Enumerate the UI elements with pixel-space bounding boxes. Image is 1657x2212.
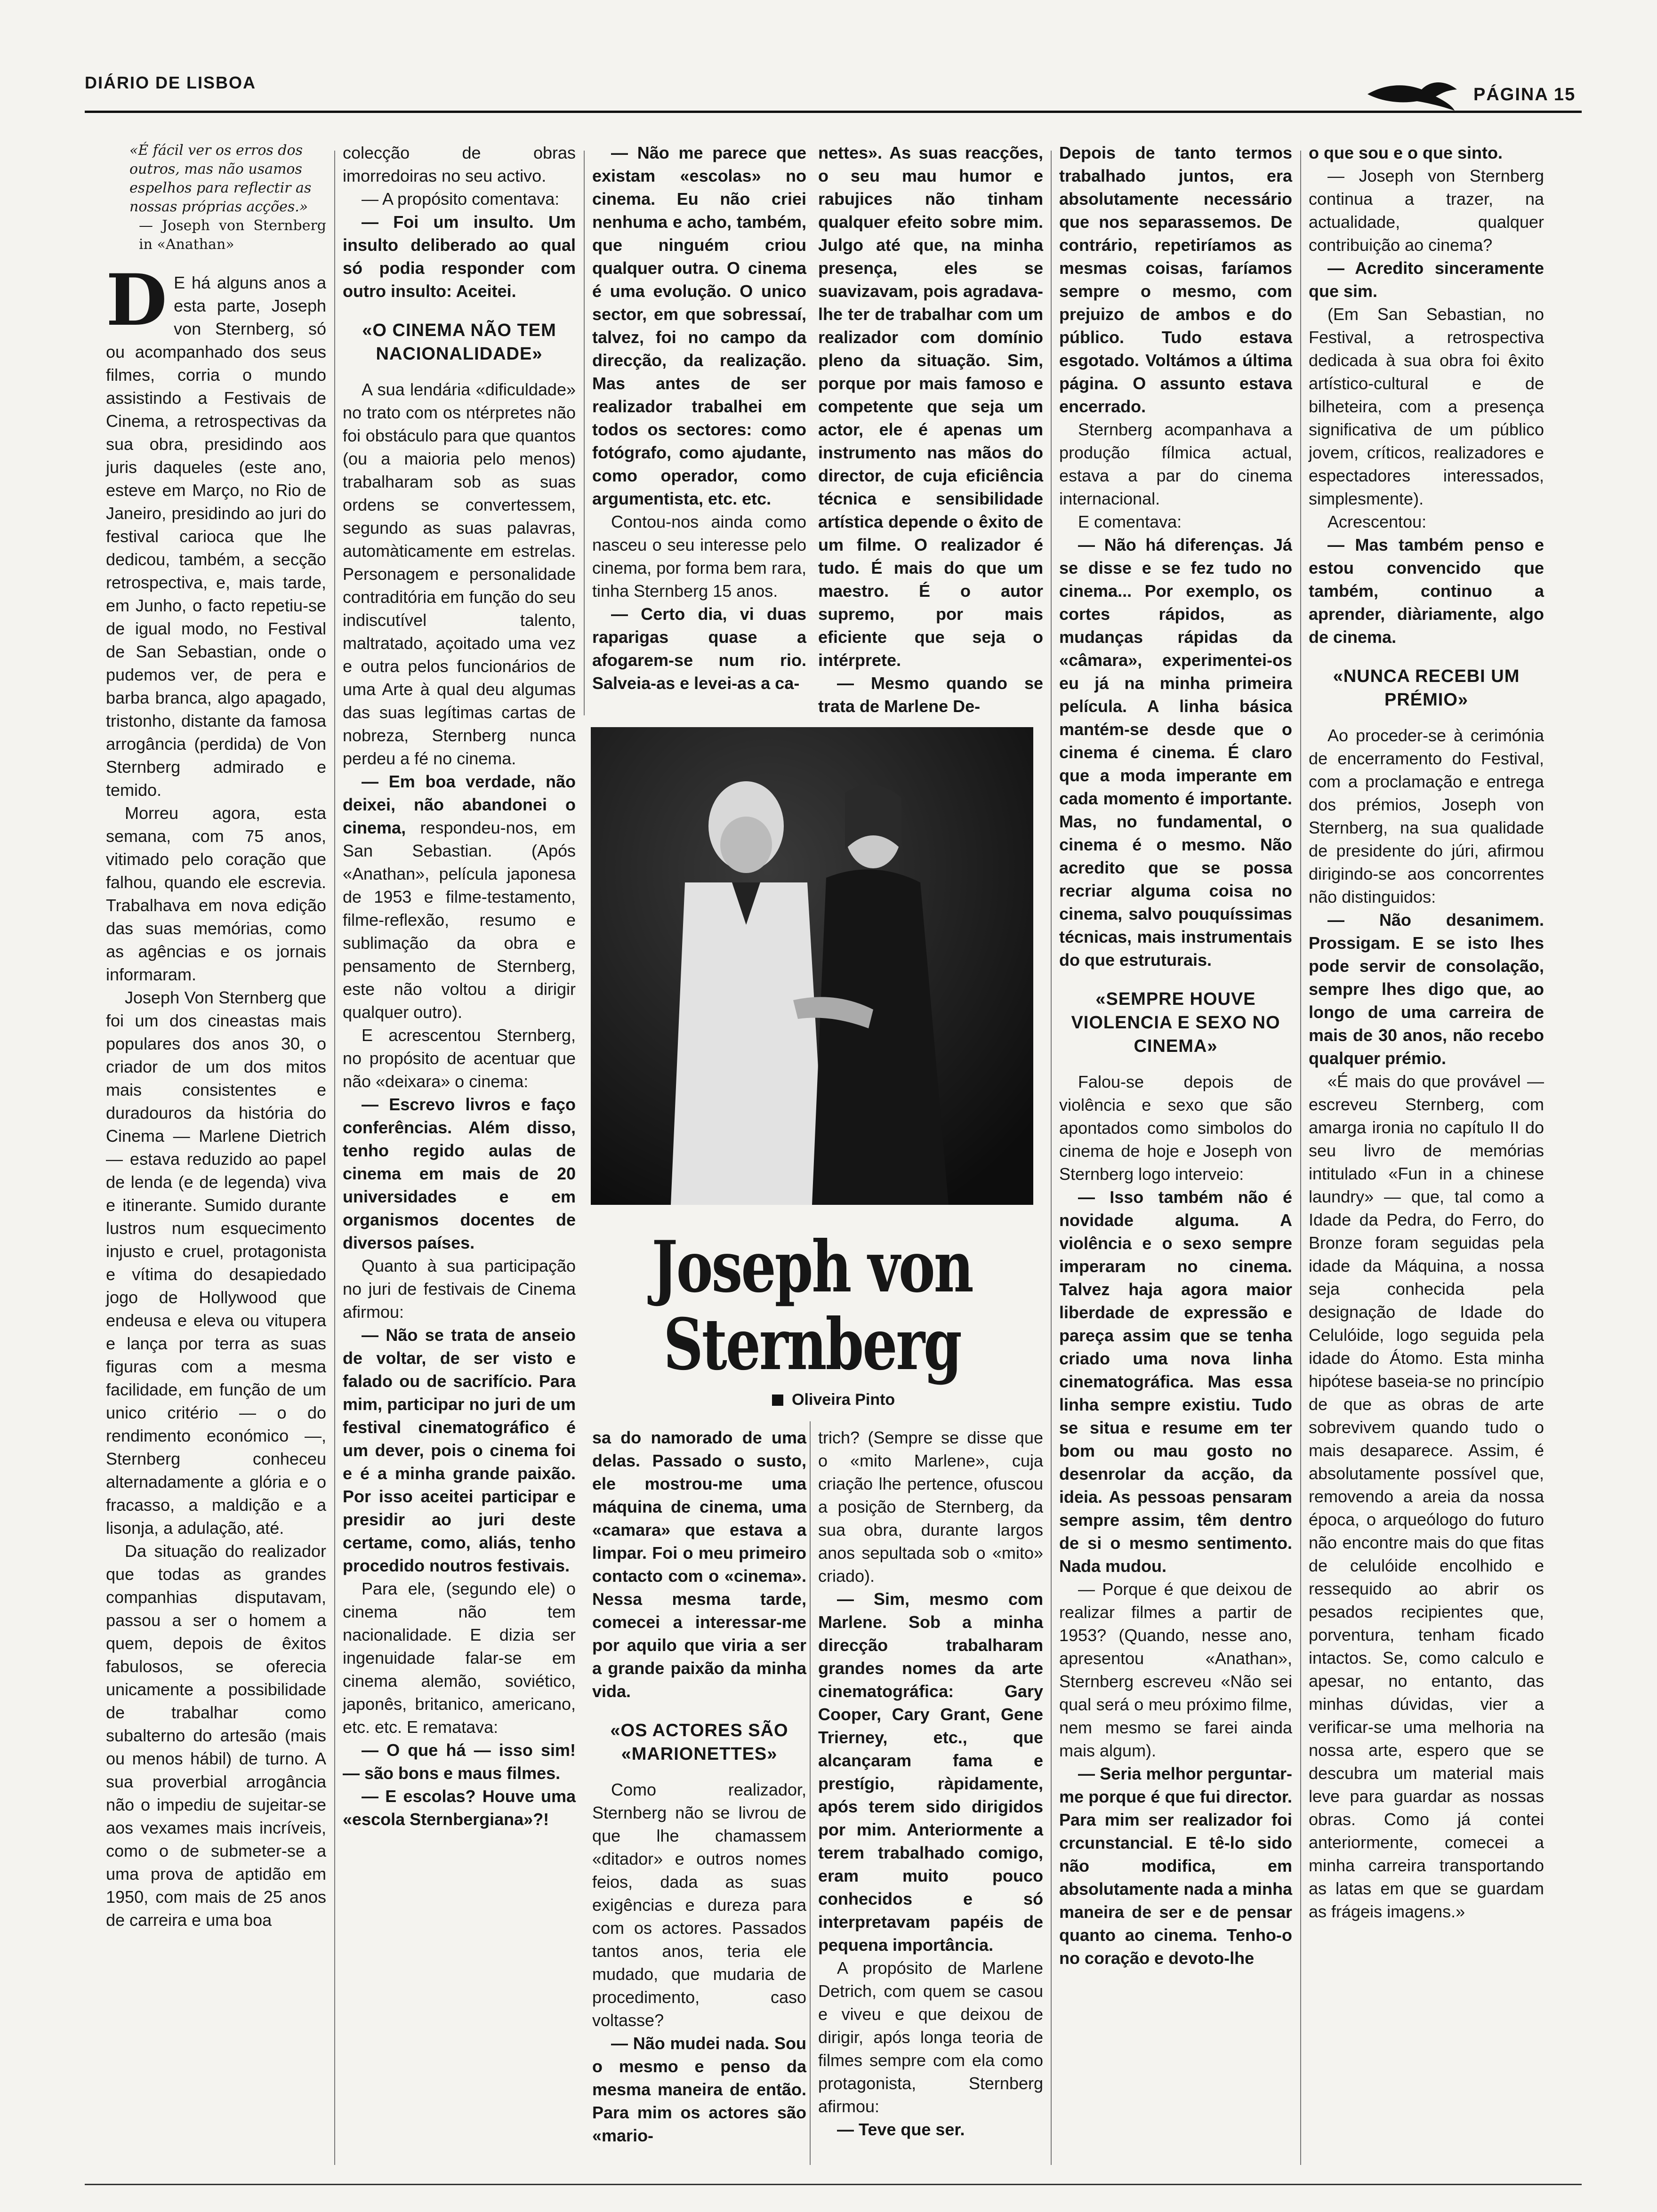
- paragraph: Acrescentou:: [1327, 512, 1427, 531]
- quote-paragraph: [1059, 1186, 1292, 1578]
- column-divider: [810, 1421, 811, 2165]
- subheading: «NUNCA RECEBI UM PRÉMIO»: [1333, 666, 1520, 710]
- quote-text: — Certo dia, vi duas raparigas quase a afogarem-se num rio. Salveia-as e levei-as a ca-: [592, 604, 806, 693]
- paragraph: Como realizador, Sternberg não se livrou de que lhe chamassem «ditador» e outros nomes feios, dada as suas exigências e dureza para com os actores. Passados tantos anos, teria ele mudado, que mudaria de procedimento, caso voltasse?: [592, 1780, 806, 2030]
- quote-paragraph: [818, 1587, 1043, 1956]
- portrait-photo: [591, 727, 1033, 1205]
- column-divider: [334, 151, 335, 2165]
- quote-text: — Não se trata de anseio de voltar, de ser visto e falado ou de sacrifício. Para mim, participar no juri de um festival cinematográfico é um dever, pois o cinema foi e é a minha grande paixão. Por isso aceitei participar e presidir ao juri deste certame, como, aliás, tenho procedido noutros festivais.: [343, 1325, 576, 1575]
- quote-paragraph: [1059, 141, 1292, 418]
- column-4-top: [818, 141, 1043, 718]
- column-4-bottom: [818, 1426, 1043, 2141]
- quote-text: o que sou e o que sinto.: [1309, 143, 1503, 162]
- subheading: «O CINEMA NÃO TEM NACIONALIDADE»: [362, 321, 556, 364]
- quote-paragraph: [592, 602, 806, 695]
- quote-paragraph: [343, 1785, 576, 1831]
- quote-text: — Não desanimem. Prossigam. E se isto lhes pode servir de consolação, sempre lhes digo que, ao longo de uma carreira de mais de 30 anos, não recebo qualquer prémio.: [1309, 910, 1544, 1068]
- article-title: Joseph von Sternberg: [652, 1226, 973, 1386]
- masthead: DIÁRIO DE LISBOA: [85, 73, 257, 92]
- quote-paragraph: [592, 2032, 806, 2147]
- paragraph: Quanto à sua participação no juri de festivais de Cinema afirmou:: [343, 1256, 576, 1322]
- paragraph: — Porque é que deixou de realizar filmes a partir de 1953? (Quando, nesse ano, apresentou «Anathan», Sternberg escreveu «Não sei qual será o meu próximo filme, nem mesmo se farei ainda mais algum).: [1059, 1579, 1292, 1760]
- quote-text: — Mas também penso e estou convencido que também, continuo a aprender, diàriamente, algo de cinema.: [1309, 535, 1544, 647]
- quote-text: — Mesmo quando se trata de Marlene De-: [818, 673, 1043, 716]
- paragraph: A sua lendária «dificuldade» no trato com os ntérpretes não foi obstáculo para que quantos (ou a maioria pelo menos) trabalharam sob as suas ordens se convertessem, segundo as suas palavras, automàticamente em estrelas. Personagem e personalidade contraditória em função do seu indiscutível talento, maltratado, açoitado uma vez e outra pelos funcionários de uma Arte à qual deu algumas das suas legítimas cartas de nobreza, Sternberg nunca perdeu a fé no cinema.: [343, 380, 576, 768]
- quote-paragraph: [1309, 141, 1544, 164]
- quote-paragraph: [343, 210, 576, 303]
- byline: [772, 1391, 895, 1409]
- paragraph: Sternberg acompanhava a produção fílmica actual, estava a par do cinema internacional.: [1059, 420, 1292, 508]
- paragraph: E comentava:: [1078, 512, 1182, 531]
- quote-paragraph: [592, 141, 806, 510]
- quote-paragraph: [592, 1426, 806, 1703]
- square-bullet-icon: [772, 1395, 783, 1406]
- paragraph: Joseph Von Sternberg que foi um dos cineastas mais populares dos anos 30, o criador de um dos mitos mais consistentes e duradouros da história do Cinema — Marlene Dietrich — estava reduzido ao papel de lenda (e de legenda) viva e itinerante. Sumido durante lustros num esquecimento injusto e cruel, protagonista e vítima do desapiedado jogo de Hollywood que endeusa e eleva ou vitupera e lança por terra as suas figuras com a mesma facilidade, em função de um unico critério — o do rendimento económico —, Sternberg conheceu alternadamente a glória e o fracasso, a maldição e a lisonja, a adulação, até.: [106, 988, 326, 1538]
- column-3-top: [592, 141, 806, 695]
- paragraph: «É mais do que provável — escreveu Sternberg, com amarga ironia no capítulo II do seu livro de memórias intitulado «Fun in a chinese laundry» — que, tal como a Idade da Pedra, do Ferro, do Bronze foram seguidas pela idade da Máquina, a nossa seja conhecida pela designação de Idade do Celulóide, logo seguida pela idade do Átomo. Esta minha hipótese baseia-se no princípio de que as obras de arte sobrevivem quando tudo o mais desaparece. Assim, é absolutamente possível que, removendo a areia da nossa época, o arqueólogo do futuro não encontre mais do que fitas de celulóide encolhido e ressequido ao abrir os pesados recipientes que, porventura, tenham ficado intactos. Se, como calculo e apesar, no entanto, das minhas dúvidas, vier a verificar-se uma melhoria na nossa arte, espero que se descubra um material mais leve para guardar as nossas obras. Como já contei anteriormente, comecei a minha carreira transportando as latas em que se guardam as frágeis imagens.»: [1309, 1072, 1544, 1921]
- paragraph: Falou-se depois de violência e sexo que são apontados como simbolos do cinema de hoje e Joseph von Sternberg logo interveio:: [1059, 1072, 1292, 1184]
- quote-text: — Não me parece que existam «escolas» no cinema. Eu não criei nenhuma e acho, também, que ninguém criou qualquer outra. O cinema é uma evolução. O unico sector, em que sobressaí, talvez, foi no campo da direcção, da realização. Mas antes de ser realizador trabalhei em todos os sectores: como fotógrafo, como ajudante, como operador, como argumentista, etc. etc.: [592, 143, 806, 508]
- quote-paragraph: [1059, 1762, 1292, 1970]
- paragraph: — A propósito comentava:: [362, 189, 560, 208]
- quote-text: — Foi um insulto. Um insulto deliberado ao qual só podia responder com outro insulto: Aceitei.: [343, 212, 576, 301]
- paragraph: colecção de obras imorredoiras no seu activo.: [343, 143, 576, 185]
- quote-paragraph: [1309, 533, 1544, 649]
- quote-paragraph: [818, 141, 1043, 672]
- quote-text: — Escrevo livros e faço conferências. Além disso, tenho regido aulas de cinema em mais de 20 universidades e em organismos docentes de diversos países.: [343, 1095, 576, 1252]
- paragraph: A propósito de Marlene Detrich, com quem se casou e viveu e que deixou de dirigir, após longa teoria de filmes sempre com ela como protagonista, Sternberg afirmou:: [818, 1958, 1043, 2116]
- header-rule: [85, 111, 1582, 113]
- paragraph-text: E há alguns anos a esta parte, Joseph von Sternberg, só ou acompanhado dos seus filmes, corria o mundo assistindo a Festivais de Cinema, a retrospectivas da sua obra, presidindo aos juris daqueles (este ano, esteve em Março, no Rio de Janeiro, presidindo ao juri do festival carioca que lhe dedicou, também, a secção retrospectiva, e, mais tarde, em Junho, o facto repetiu-se de igual modo, no Festival de San Sebastian, onde o pudemos ver, de pera e barba branca, algo apagado, tristonho, distante da famosa arrogância (perdida) de Von Sternberg admirado e temido.: [106, 273, 326, 800]
- quote-text: — E escolas? Houve uma «escola Sternbergiana»?!: [343, 1787, 576, 1829]
- bird-logo-icon: [1365, 75, 1459, 113]
- photo-image: [591, 727, 1033, 1205]
- paragraph: Ao proceder-se à cerimónia de encerramento do Festival, com a proclamação e entrega dos prémios, Joseph von Sternberg, na sua qualidade de presidente do júri, afirmou dirigindo-se aos concorrentes não distinguidos:: [1309, 726, 1544, 906]
- quote-text: sa do namorado de uma delas. Passado o susto, ele mostrou-me uma máquina de cinema, uma «camara» que estava a limpar. Foi o meu primeiro contacto com o «cinema». Nessa mesma tarde, comecei a interessar-me por aquilo que viria a ser a grande paixão da minha vida.: [592, 1428, 806, 1701]
- drop-cap: D: [106, 259, 168, 342]
- quote-text: nettes». As suas reacções, o seu mau humor e rabujices não tinham qualquer efeito sobre mim. Julgo até que, na minha presença, eles se suavizavam, pois agradava-lhe ter de trabalhar com um realizador com domínio pleno da situação. Sim, porque por mais famoso e competente que seja um actor, ele é apenas um instrumento nas mãos do director, de cuja eficiência técnica e sensibilidade artística depende o êxito de um filme. O realizador é tudo. É mais do que um maestro. É o autor supremo, por mais eficiente que seja o intérprete.: [818, 143, 1043, 670]
- quote-paragraph: [343, 1739, 576, 1785]
- quote-paragraph: [818, 672, 1043, 718]
- quote-text: — O que há — isso sim! — são bons e maus filmes.: [343, 1740, 576, 1783]
- quote-paragraph: [1309, 908, 1544, 1070]
- quote-text: — Isso também não é novidade alguma. A violência e o sexo sempre imperaram no cinema. Talvez haja agora maior liberdade de expressão e pareça assim que se tenha criado uma nova linha cinematográfica. Mas essa linha sempre existiu. Tudo se situa e resume em ter bom ou mau gosto no desenrolar da acção, da ideia. As pessoas pensaram sempre assim, têm dentro de si o mesmo sentimento. Nada mudou.: [1059, 1187, 1292, 1576]
- lead-paragraph: [106, 259, 326, 801]
- quote-text: Depois de tanto termos trabalhado juntos, era absolutamente necessário que nos separassemos. De contrário, repetiríamos as mesmas coisas, faríamos sempre o mesmo, com prejuizo de ambos e do público. Tudo estava esgotado. Voltámos a última página. O assunto estava encerrado.: [1059, 143, 1292, 416]
- quote-paragraph: [343, 770, 576, 1024]
- column-divider: [1300, 151, 1301, 2165]
- column-divider: [1051, 151, 1052, 2165]
- epigraph-source: — Joseph von Sternberg in «Anathan»: [139, 217, 326, 253]
- quote-paragraph: [1059, 533, 1292, 971]
- quote-paragraph: [818, 2118, 1043, 2141]
- page-number: PÁGINA 15: [1473, 85, 1576, 104]
- column-2: [343, 141, 576, 1831]
- quote-text: — Não mudei nada. Sou o mesmo e penso da mesma maneira de então. Para mim os actores são «mario-: [592, 2034, 806, 2145]
- subheading: «SEMPRE HOUVE VIOLENCIA E SEXO NO CINEMA»: [1071, 989, 1280, 1056]
- paragraph: Morreu agora, esta semana, com 75 anos, vitimado pelo coração que falhou, quando ele escrevia. Trabalhava em nova edição das suas memórias, como as agências e os jornais informaram.: [106, 803, 326, 984]
- epigraph: «É fácil ver os erros dos outros, mas não usamos espelhos para reflectir as nossas próprias acções.»: [129, 142, 312, 215]
- quote-text: — Acredito sinceramente que sim.: [1309, 258, 1544, 301]
- paragraph: trich? (Sempre se disse que o «mito Marlene», cuja criação lhe pertence, ofuscou a posição de Sternberg, da sua obra, durante largos anos sepultada sob o «mito» criado).: [818, 1428, 1043, 1586]
- column-3-bottom: [592, 1426, 806, 2147]
- quote-text: — Teve que ser.: [837, 2120, 965, 2139]
- quote-text: — Em boa verdade, não deixei, não abandonei o cinema,: [343, 772, 576, 837]
- paragraph: Para ele, (segundo ele) o cinema não tem nacionalidade. E dizia ser ingenuidade falar-se em cinema alemão, soviético, japonês, britanico, americano, etc. etc. E rematava:: [343, 1579, 576, 1737]
- paragraph-text: respondeu-nos, em San Sebastian. (Após «Anathan», película japonesa de 1953 e filme-testamento, filme-reflexão, resumo e sublimação da obra e pensamento de Sternberg, este não voltou a dirigir qualquer outro).: [343, 818, 576, 1022]
- author-name: Oliveira Pinto: [792, 1391, 895, 1409]
- footer-rule: [85, 2184, 1582, 2185]
- subheading: «OS ACTORES SÃO «MARIONETTES»: [610, 1721, 788, 1764]
- paragraph: (Em San Sebastian, no Festival, a retrospectiva dedicada à sua obra foi êxito artístico-cultural e de bilheteira, com a presença significativa de um público jovem, críticos, realizadores e espectadores interessados, simplesmente).: [1309, 305, 1544, 508]
- paragraph: — Joseph von Sternberg continua a trazer, na actualidade, qualquer contribuição ao cinema?: [1309, 166, 1544, 255]
- paragraph: Da situação do realizador que todas as grandes companhias disputavam, passou a ser o homem a quem, depois de êxitos fabulosos, se oferecia unicamente a possibilidade de trabalhar como subalterno do artesão (mais ou menos hábil) de turno. A sua proverbial arrogância não o impediu de sujeitar-se aos vexames mais incríveis, como o de submeter-se a uma prova de aptidão em 1950, com mais de 25 anos de carreira e uma boa: [106, 1541, 326, 1930]
- quote-paragraph: [1309, 256, 1544, 303]
- column-6: [1309, 141, 1544, 1923]
- column-1: [106, 141, 326, 1931]
- paragraph: Contou-nos ainda como nasceu o seu interesse pelo cinema, por forma bem rara, tinha Sternberg 15 anos.: [592, 512, 806, 601]
- quote-text: — Não há diferenças. Já se disse e se fez tudo no cinema... Por exemplo, os cortes rápidos, as mudanças rápidas da «câmara», experimentei-os eu já na minha primeira película. A linha básica mantém-se desde que o cinema é cinema. É claro que a moda imperante em cada momento é importante. Mas, no fundamental, o cinema é o mesmo. Não acredito que se possa recriar alguma coisa no cinema, salvo pouquíssimas técnicas, mais instrumentais do que estruturais.: [1059, 535, 1292, 970]
- quote-paragraph: [343, 1093, 576, 1254]
- column-5: [1059, 141, 1292, 1970]
- column-divider: [584, 151, 585, 715]
- quote-text: — Seria melhor perguntar-me porque é que fui director. Para mim ser realizador foi crcunstancial. E tê-lo sido não modifica, em absolutamente nada a minha maneira de ser e de pensar quanto ao cinema. Tenho-o no coração e devoto-lhe: [1059, 1764, 1292, 1968]
- quote-text: — Sim, mesmo com Marlene. Sob a minha direcção trabalharam grandes nomes da arte cinematográfica: Gary Cooper, Cary Grant, Gene Trierney, etc., que alcançaram fama e prestígio, ràpidamente, após terem sido dirigidos por mim. Anteriormente a terem trabalhado comigo, eram muito pouco conhecidos e só interpretavam papéis de pequena importância.: [818, 1589, 1043, 1955]
- paragraph: E acrescentou Sternberg, no propósito de acentuar que não «deixara» o cinema:: [343, 1026, 576, 1091]
- quote-paragraph: [343, 1323, 576, 1577]
